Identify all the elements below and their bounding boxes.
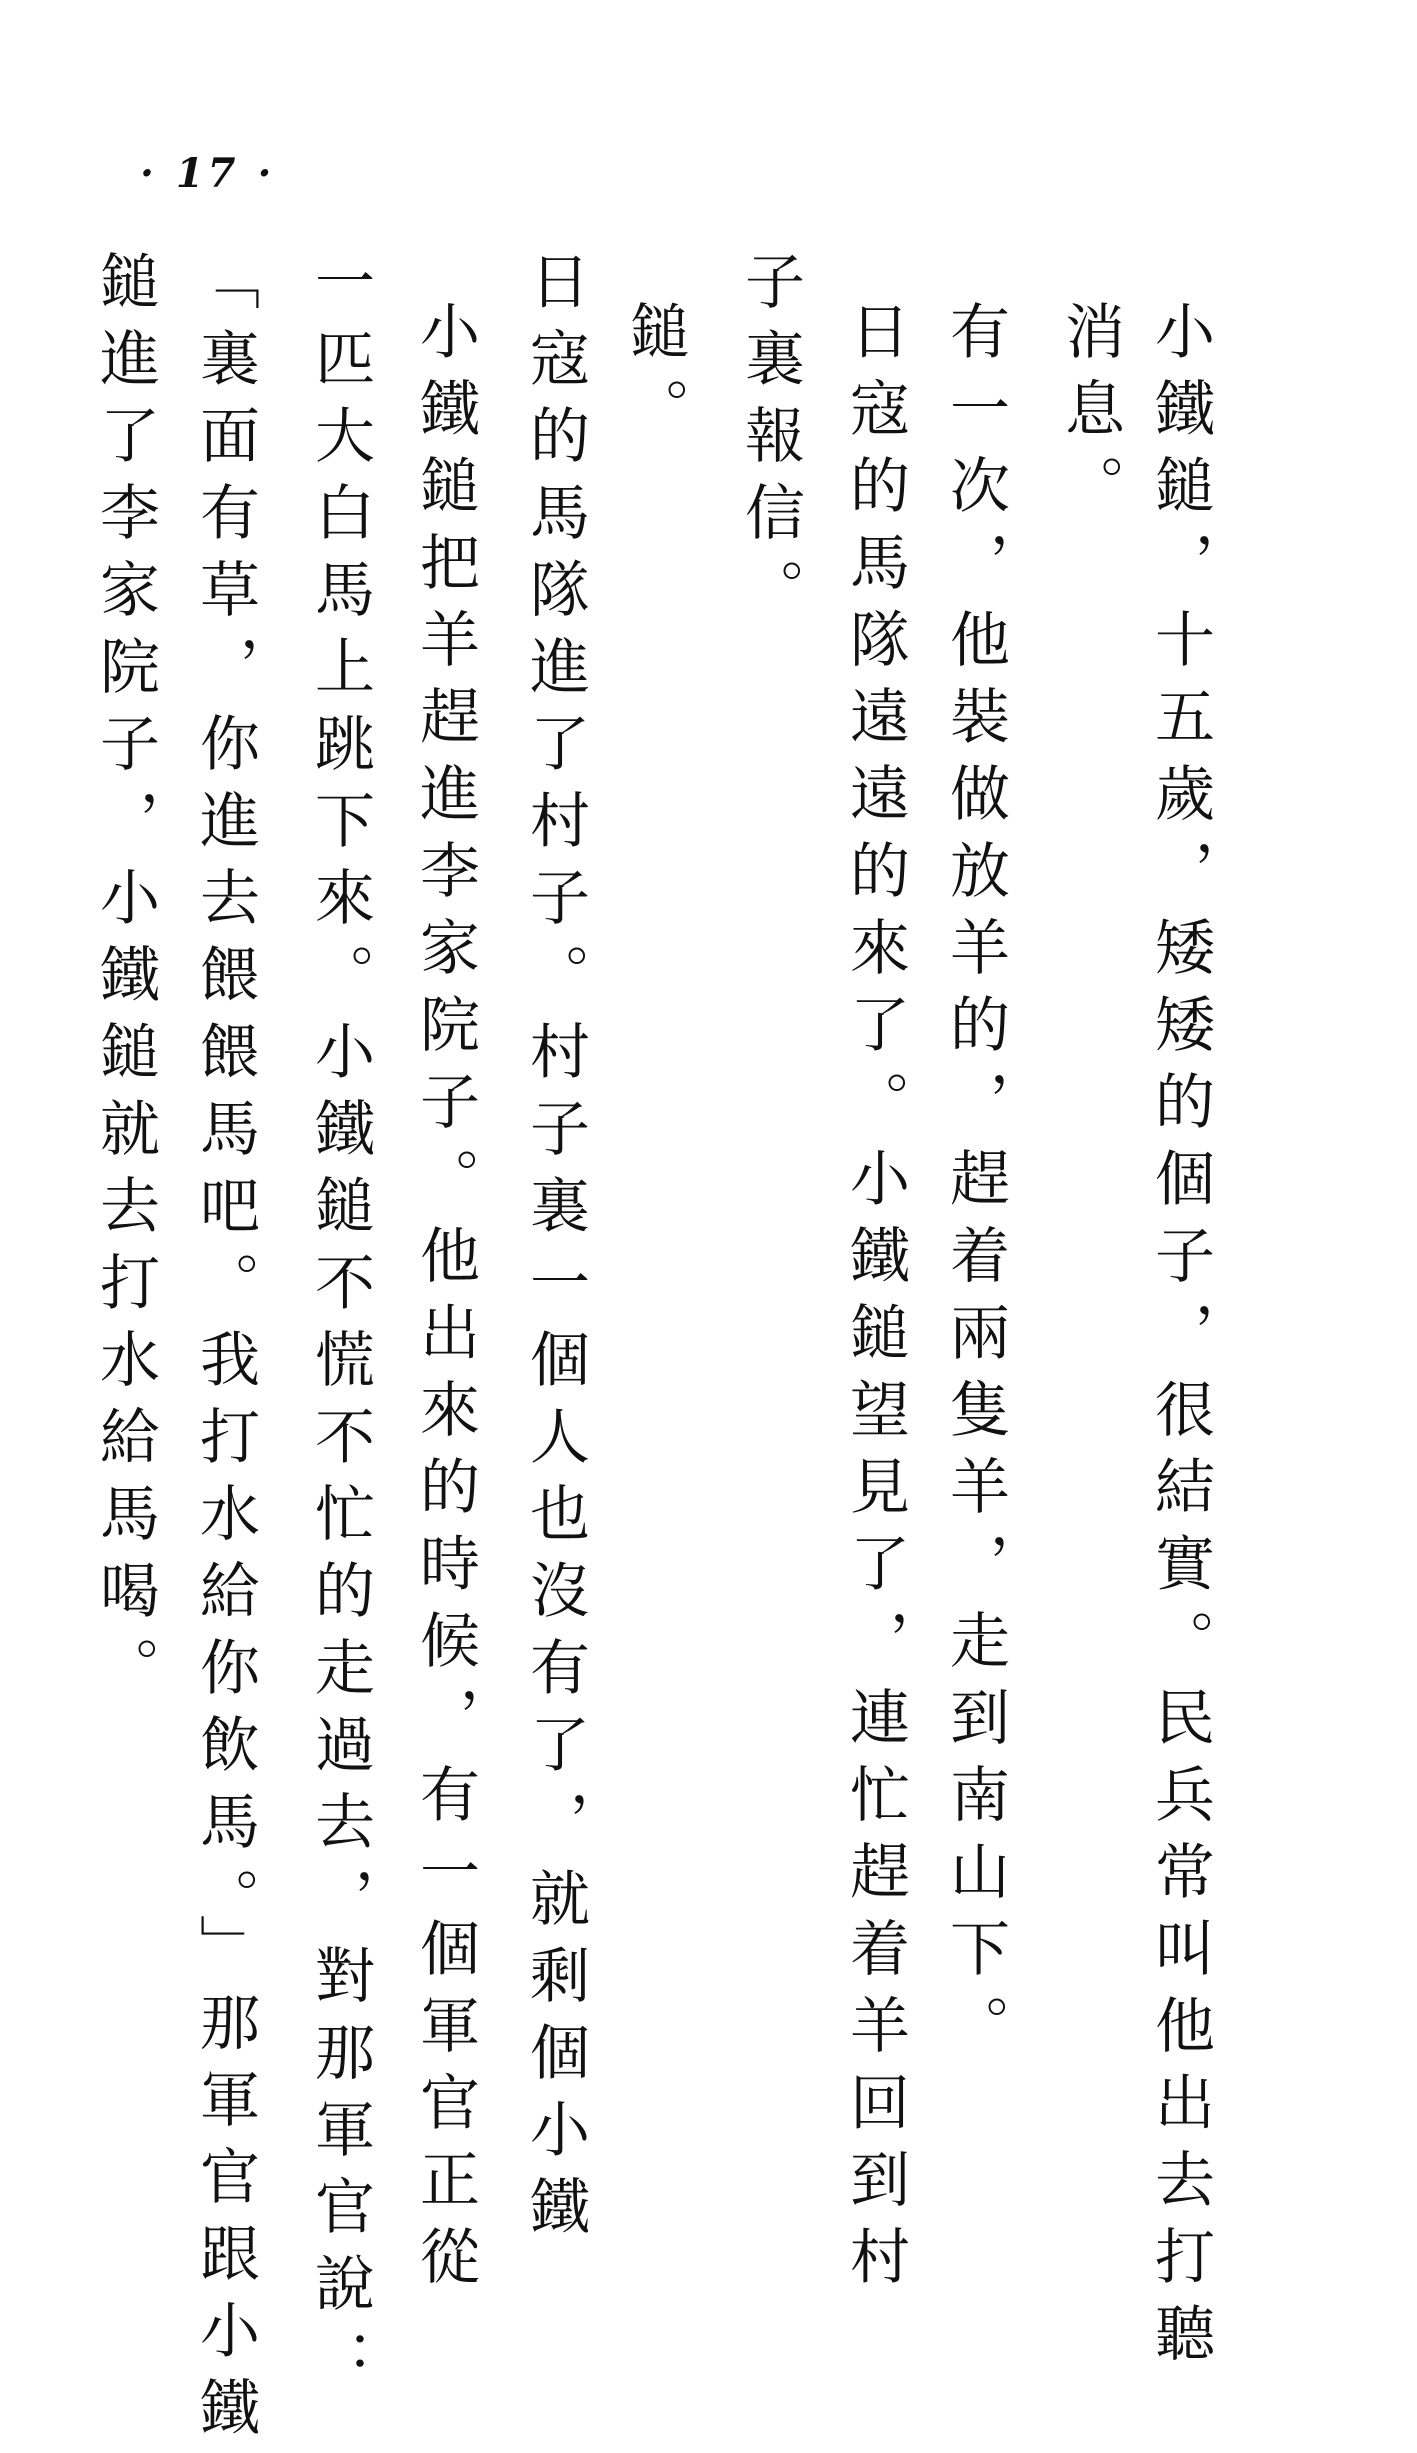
text-column-1: 小鐵鎚，十五歲，矮矮的個子，很結實。民兵常叫他出去打聽: [1145, 300, 1215, 2379]
text-column-9: 一匹大白馬上跳下來。小鐵鎚不慌不忙的走過去，對那軍官說：: [305, 250, 375, 2406]
text-column-3: 有一次，他裝做放羊的，趕着兩隻羊，走到南山下。: [940, 300, 1010, 2071]
text-column-5: 子裏報信。: [735, 250, 805, 635]
text-column-4: 日寇的馬隊遠遠的來了。小鐵鎚望見了，連忙趕着羊回到村: [840, 300, 910, 2302]
text-column-8: 小鐵鎚把羊趕進李家院子。他出來的時候，有一個軍官正從: [410, 300, 480, 2302]
text-column-7: 鎚。: [620, 300, 690, 454]
page-number: · 17 ·: [140, 150, 276, 197]
text-column-2: 消息。: [1055, 300, 1125, 531]
text-column-10: 「裏面有草，你進去餵餵馬吧。我打水給你飲馬。」那軍官跟小鐵: [190, 250, 260, 2453]
text-column-11: 鎚進了李家院子，小鐵鎚就去打水給馬喝。: [90, 250, 160, 1713]
text-column-6: 日寇的馬隊進了村子。村子裏一個人也沒有了，就剩個小鐵: [520, 250, 590, 2252]
